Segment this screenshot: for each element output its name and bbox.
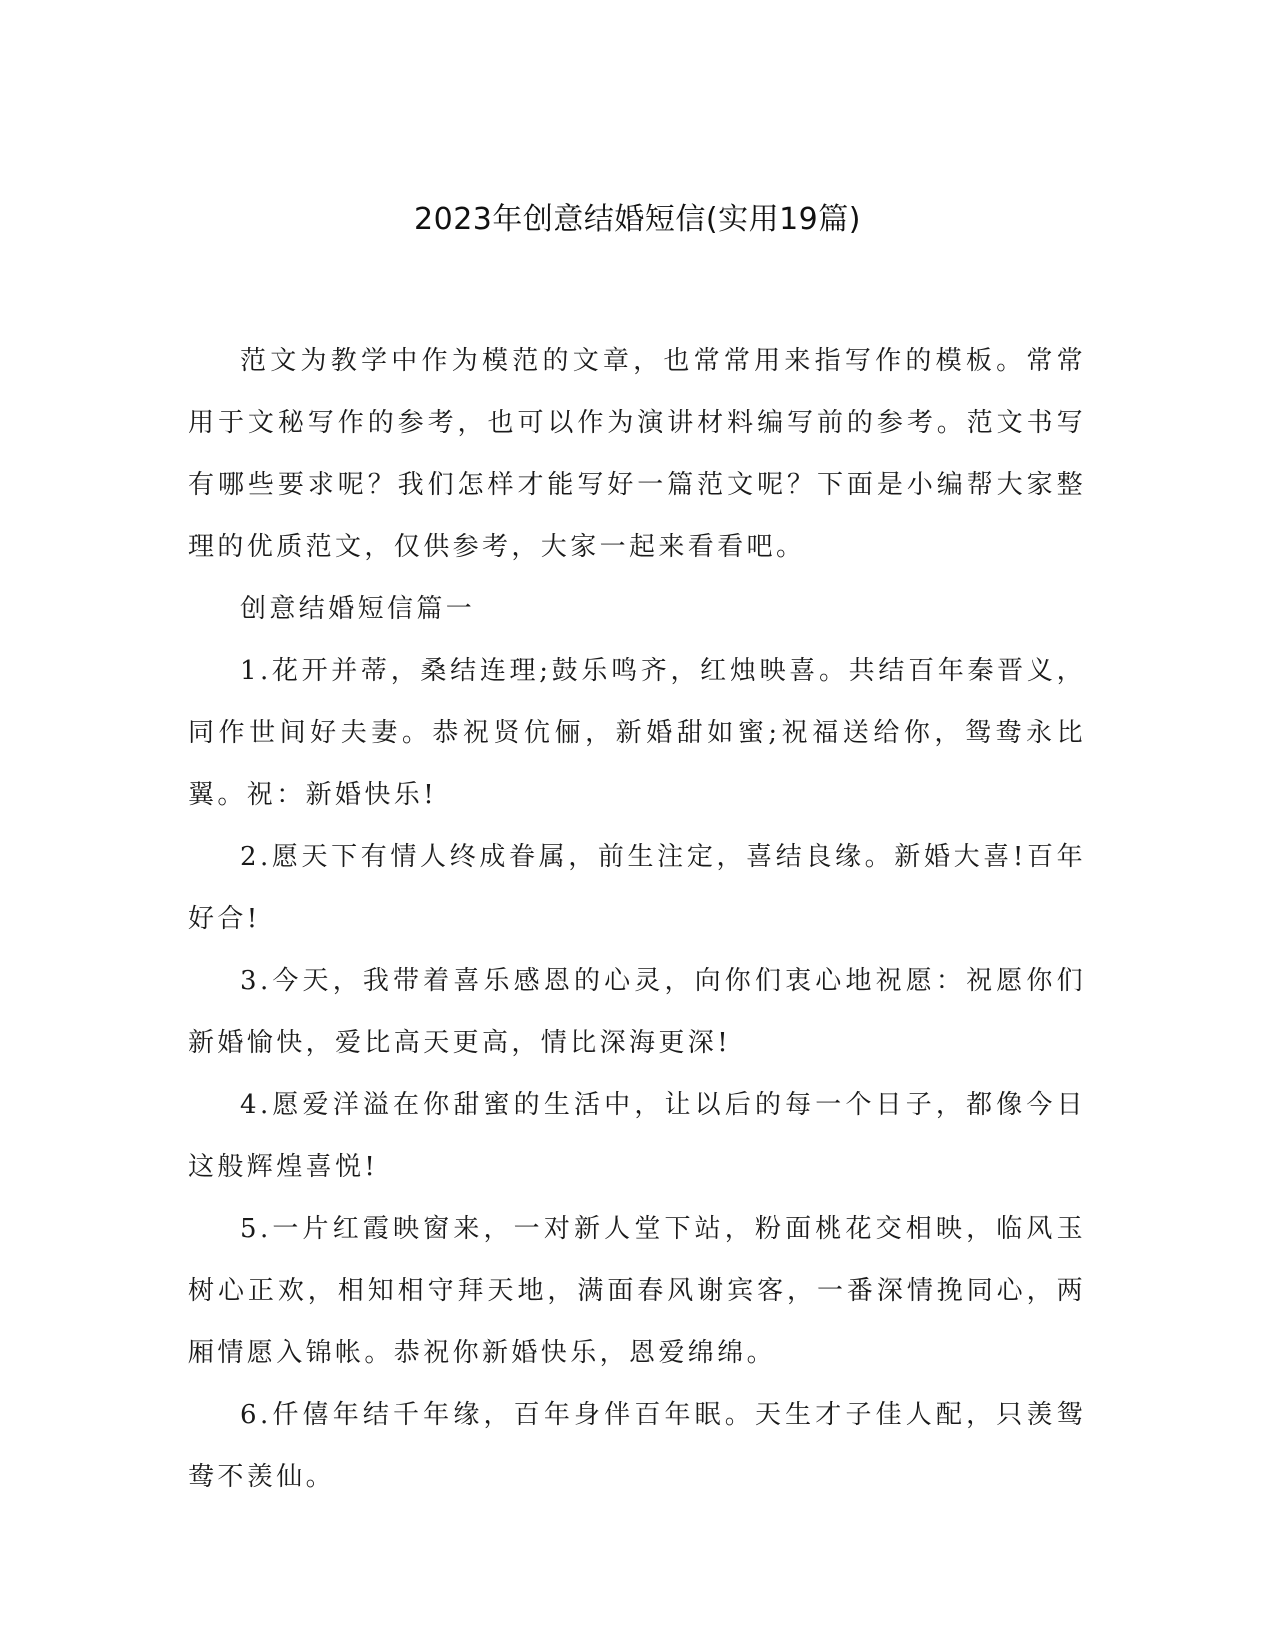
message-paragraph-6: 6.仟僖年结千年缘，百年身伴百年眠。天生才子佳人配，只羡鸳鸯不羡仙。	[188, 1400, 1086, 1492]
message-paragraph-4: 4.愿爱洋溢在你甜蜜的生活中，让以后的每一个日子，都像今日这般辉煌喜悦!	[188, 1090, 1086, 1182]
document-body	[188, 330, 1086, 1508]
intro-paragraph: 范文为教学中作为模范的文章，也常常用来指写作的模板。常常用于文秘写作的参考，也可以作为演讲材料编写前的参考。范文书写有哪些要求呢？我们怎样才能写好一篇范文呢？下面是小编帮大家整理的优质范文，仅供参考，大家一起来看看吧。	[188, 346, 1086, 562]
message-paragraph-3: 3.今天，我带着喜乐感恩的心灵，向你们衷心地祝愿：祝愿你们新婚愉快，爱比高天更高，情比深海更深!	[188, 966, 1086, 1058]
message-paragraph-1: 1.花开并蒂，桑结连理;鼓乐鸣齐，红烛映喜。共结百年秦晋义，同作世间好夫妻。恭祝贤伉俪，新婚甜如蜜;祝福送给你，鸳鸯永比翼。祝：新婚快乐!	[188, 656, 1086, 810]
message-paragraph-2: 2.愿天下有情人终成眷属，前生注定，喜结良缘。新婚大喜!百年好合!	[188, 842, 1086, 934]
document-title: 2023年创意结婚短信(实用19篇)	[414, 202, 861, 237]
message-paragraph-5: 5.一片红霞映窗来，一对新人堂下站，粉面桃花交相映，临风玉树心正欢，相知相守拜天地，满面春风谢宾客，一番深情挽同心，两厢情愿入锦帐。恭祝你新婚快乐，恩爱绵绵。	[188, 1214, 1086, 1368]
section-heading: 创意结婚短信篇一	[240, 594, 476, 624]
